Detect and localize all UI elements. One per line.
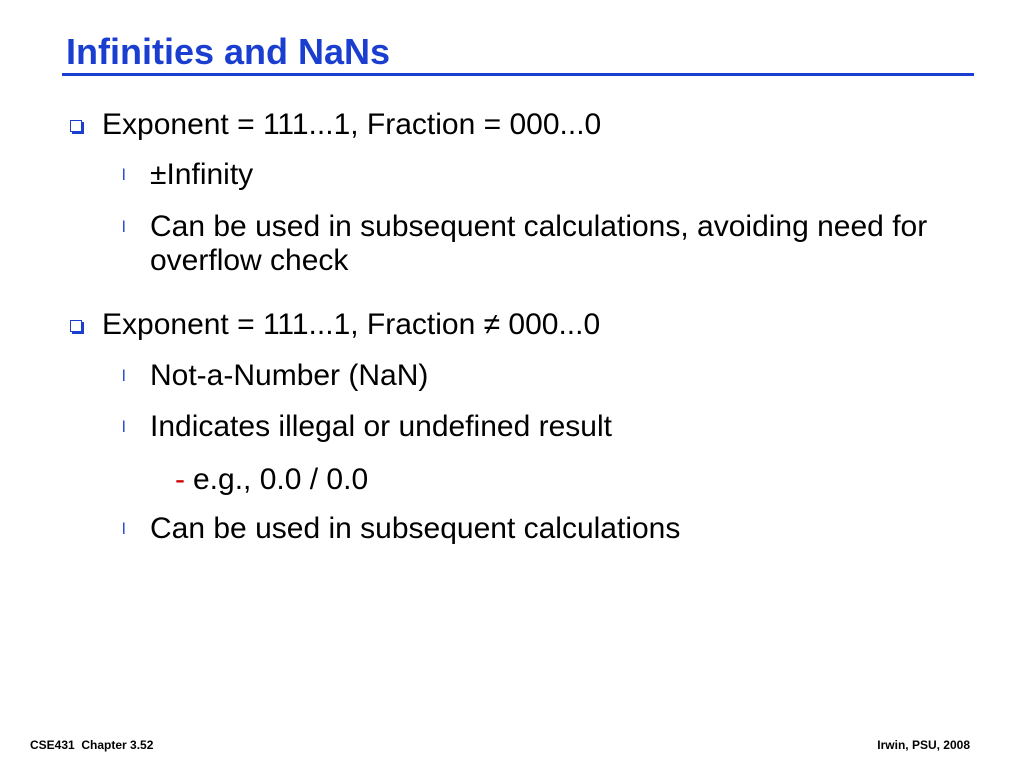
bullet-heading: Exponent = 111...1, Fraction = 000...0 <box>102 108 602 141</box>
square-bullet-icon <box>70 120 82 132</box>
sub-bullet-icon: l <box>122 419 126 436</box>
example-text: e.g., 0.0 / 0.0 <box>193 463 369 496</box>
title-underline <box>62 73 974 76</box>
sub-bullet-text: Can be used in subsequent calculations <box>150 512 681 545</box>
slide-title: Infinities and NaNs <box>66 31 391 72</box>
sub-bullet-icon: l <box>122 368 126 385</box>
dash-bullet-icon: - <box>175 463 185 496</box>
sub-bullet-icon: l <box>122 521 126 538</box>
square-bullet-icon <box>70 320 82 332</box>
footer-course: CSE431 Chapter 3.52 <box>30 738 154 752</box>
sub-bullet-text: Indicates illegal or undefined result <box>150 410 612 443</box>
example-item <box>175 463 368 497</box>
sub-bullet-icon: l <box>122 219 126 236</box>
sub-bullet-text: Not-a-Number (NaN) <box>150 359 429 392</box>
footer-author: Irwin, PSU, 2008 <box>877 738 970 752</box>
sub-bullet-text: ±Infinity <box>150 158 254 191</box>
sub-bullet-icon: l <box>122 167 126 184</box>
bullet-heading: Exponent = 111...1, Fraction ≠ 000...0 <box>102 308 601 341</box>
sub-bullet-text: Can be used in subsequent calculations, avoiding need for overflow check <box>150 210 928 277</box>
